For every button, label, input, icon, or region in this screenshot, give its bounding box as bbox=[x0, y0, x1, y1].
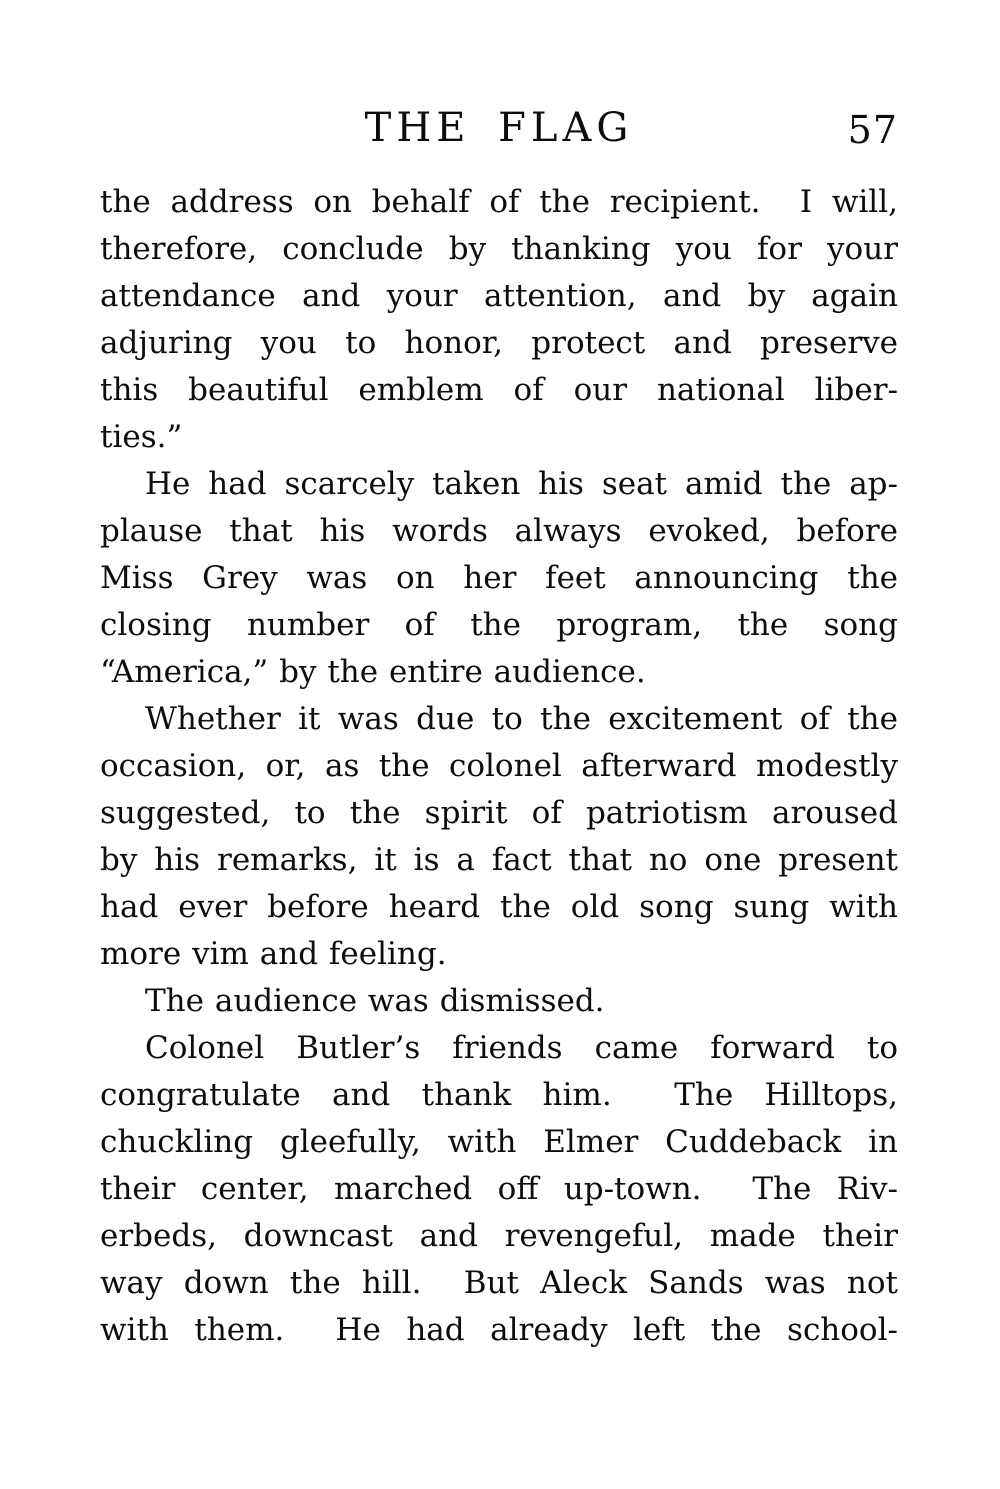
text-line: therefore, conclude by thanking you for your bbox=[100, 231, 898, 267]
text-line: erbeds, downcast and revengeful, made their bbox=[100, 1218, 898, 1254]
page-number: 57 bbox=[847, 108, 898, 152]
text-line: He had scarcely taken his seat amid the ap- bbox=[145, 466, 898, 502]
running-title: THE FLAG bbox=[364, 105, 634, 151]
page-header bbox=[100, 106, 898, 154]
text-line: The audience was dismissed. bbox=[145, 983, 605, 1019]
text-line: occasion, or, as the colonel afterward modestly bbox=[100, 748, 898, 784]
text-line: Miss Grey was on her feet announcing the bbox=[100, 560, 898, 596]
page-body bbox=[100, 179, 898, 1354]
text-line: this beautiful emblem of our national liber- bbox=[100, 372, 898, 408]
text-line: their center, marched off up-town. The Riv- bbox=[100, 1171, 898, 1207]
text-line: more vim and feeling. bbox=[100, 936, 447, 972]
text-line: the address on behalf of the recipient. I will, bbox=[100, 184, 898, 220]
text-line: adjuring you to honor, protect and preserve bbox=[100, 325, 898, 361]
text-line: suggested, to the spirit of patriotism aroused bbox=[100, 795, 898, 831]
text-line: chuckling gleefully, with Elmer Cuddeback in bbox=[100, 1124, 898, 1160]
text-line: plause that his words always evoked, before bbox=[100, 513, 898, 549]
text-line: ties.” bbox=[100, 419, 183, 455]
text-line: had ever before heard the old song sung with bbox=[100, 889, 898, 925]
text-line: by his remarks, it is a fact that no one present bbox=[100, 842, 898, 878]
text-line: Colonel Butler’s friends came forward to bbox=[145, 1030, 898, 1066]
text-line: “America,” by the entire audience. bbox=[100, 654, 646, 690]
text-line: Whether it was due to the excitement of the bbox=[145, 701, 898, 737]
text-line: with them. He had already left the school- bbox=[100, 1312, 898, 1348]
text-line: closing number of the program, the song bbox=[100, 607, 898, 643]
text-line: attendance and your attention, and by again bbox=[100, 278, 898, 314]
text-line: way down the hill. But Aleck Sands was not bbox=[100, 1265, 898, 1301]
text-line: congratulate and thank him. The Hilltops, bbox=[100, 1077, 898, 1113]
